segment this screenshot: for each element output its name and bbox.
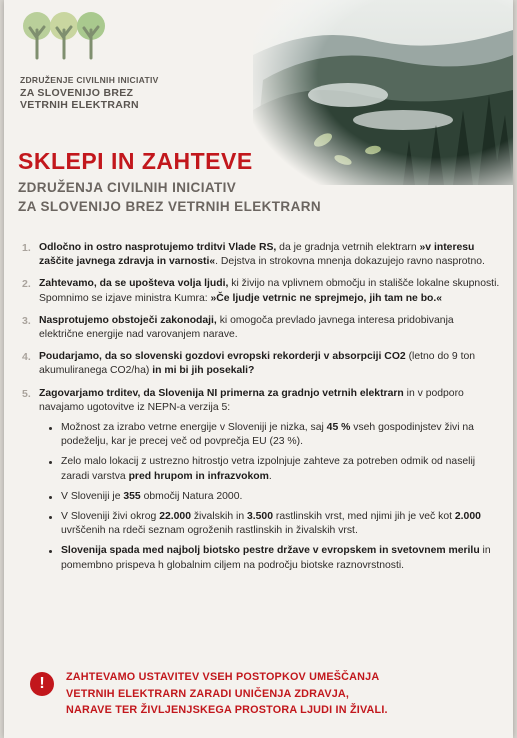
item-text: ki omogoča prevlado javnega interesa pridobivanja električne energije nad varovanjem narave. xyxy=(39,314,454,341)
list-item xyxy=(22,387,500,573)
item-text: in v podporo navajamo ugotovitve iz NEPN-a verzija 5: xyxy=(39,387,464,413)
item-number: 2. xyxy=(22,278,31,291)
item-bold-text: Nasprotujemo obstoječi zakonodaji, xyxy=(39,314,217,326)
item-number: 1. xyxy=(22,242,31,254)
findings-list xyxy=(39,421,500,573)
subtitle-line1: ZDRUŽENJA CIVILNIH INICIATIV xyxy=(18,180,237,195)
page-subtitle xyxy=(18,178,438,216)
item-bold-text: Odločno in ostro nasprotujemo trditvi Vlade RS, xyxy=(39,242,277,253)
bullet-item: V Sloveniji je 355 območij Natura 2000. xyxy=(49,490,500,504)
item-bold-text: Poudarjamo, da so slovenski gozdovi evropski rekorderji v absorpciji CO2 xyxy=(39,351,406,363)
item-bold-text: »v interesu zaščite javnega zdravja in varnosti« xyxy=(39,242,475,268)
bullet-item: Slovenija spada med najbolj biotsko pestre države v evropskem in svetovnem merilu in pomembno prispeva h globalnim ciljem na področju biotske raznovrstnosti. xyxy=(49,544,500,572)
footer-line1: ZAHTEVAMO USTAVITEV VSEH POSTOPKOV UMEŠČANJA xyxy=(66,671,380,683)
org-name-line2: ZA SLOVENIJO BREZ xyxy=(20,87,134,99)
list-item xyxy=(22,350,500,378)
list-item xyxy=(22,277,500,305)
page-title: SKLEPI IN ZAHTEVE xyxy=(18,148,253,174)
exclamation-circle-icon: ! xyxy=(30,672,54,696)
item-number: 5. xyxy=(22,387,31,400)
item-text: ki živijo na vplivnem območju in stališče lokalne skupnosti. Spomnimo se izjave ministra Kumra: xyxy=(39,278,500,304)
item-number: 4. xyxy=(22,351,31,364)
org-name-line1: ZDRUŽENJE CIVILNIH INICIATIV xyxy=(20,75,159,85)
subtitle-line2: ZA SLOVENIJO BREZ VETRNIH ELEKTRARN xyxy=(18,199,322,214)
item-text: . Dejstva in strokovna mnenja dokazujejo ravno nasprotno. xyxy=(215,256,485,268)
bullet-item: V Sloveniji živi okrog 22.000 živalskih in 3.500 rastlinskih vrst, med njimi jih je več kot 2.000 uvrščenih na rdeči seznam ogroženih rastlinskih in živalskih vrst. xyxy=(49,510,500,538)
three-trees-logo-icon xyxy=(22,8,112,62)
item-text: (letno do 9 ton akumuliranega CO2/ha) xyxy=(39,351,476,377)
org-name-line3: VETRNIH ELEKTRARN xyxy=(20,99,139,111)
item-number: 3. xyxy=(22,314,31,327)
demands-list xyxy=(22,241,500,579)
item-bold-text: Zagovarjamo trditev, da Slovenija NI primerna za gradnjo vetrnih elektrarn xyxy=(39,387,404,399)
item-text: da je gradnja vetrnih elektrarn xyxy=(276,242,420,253)
item-bold-text: in mi bi jih posekali? xyxy=(152,365,255,377)
bullet-item: Možnost za izrabo vetrne energije v Sloveniji je nizka, saj 45 % vseh gospodinjstev živi na podeželju, kar je precej več od povprečja EU (23 %). xyxy=(49,421,500,449)
footer-demand-text xyxy=(66,669,486,719)
item-bold-text: »Če ljudje vetrnic ne sprejmejo, jih tam ne bo.« xyxy=(210,292,443,304)
footer-line2: VETRNIH ELEKTRARN ZARADI UNIČENJA ZDRAVJA, xyxy=(66,687,350,700)
organization-name xyxy=(20,74,220,111)
forest-landscape-image xyxy=(253,0,513,185)
item-bold-text: Zahtevamo, da se upošteva volja ljudi, xyxy=(39,278,229,290)
bullet-item: Zelo malo lokacij z ustrezno hitrostjo vetra izpolnjuje zahteve za potreben odmik od naselij zaradi varstva pred hrupom in infrazvokom. xyxy=(49,455,500,483)
list-item xyxy=(22,241,500,269)
list-item xyxy=(22,314,500,342)
poster xyxy=(4,0,513,738)
footer-line3: NARAVE TER ŽIVLJENJSKEGA PROSTORA LJUDI IN ŽIVALI. xyxy=(66,704,388,716)
